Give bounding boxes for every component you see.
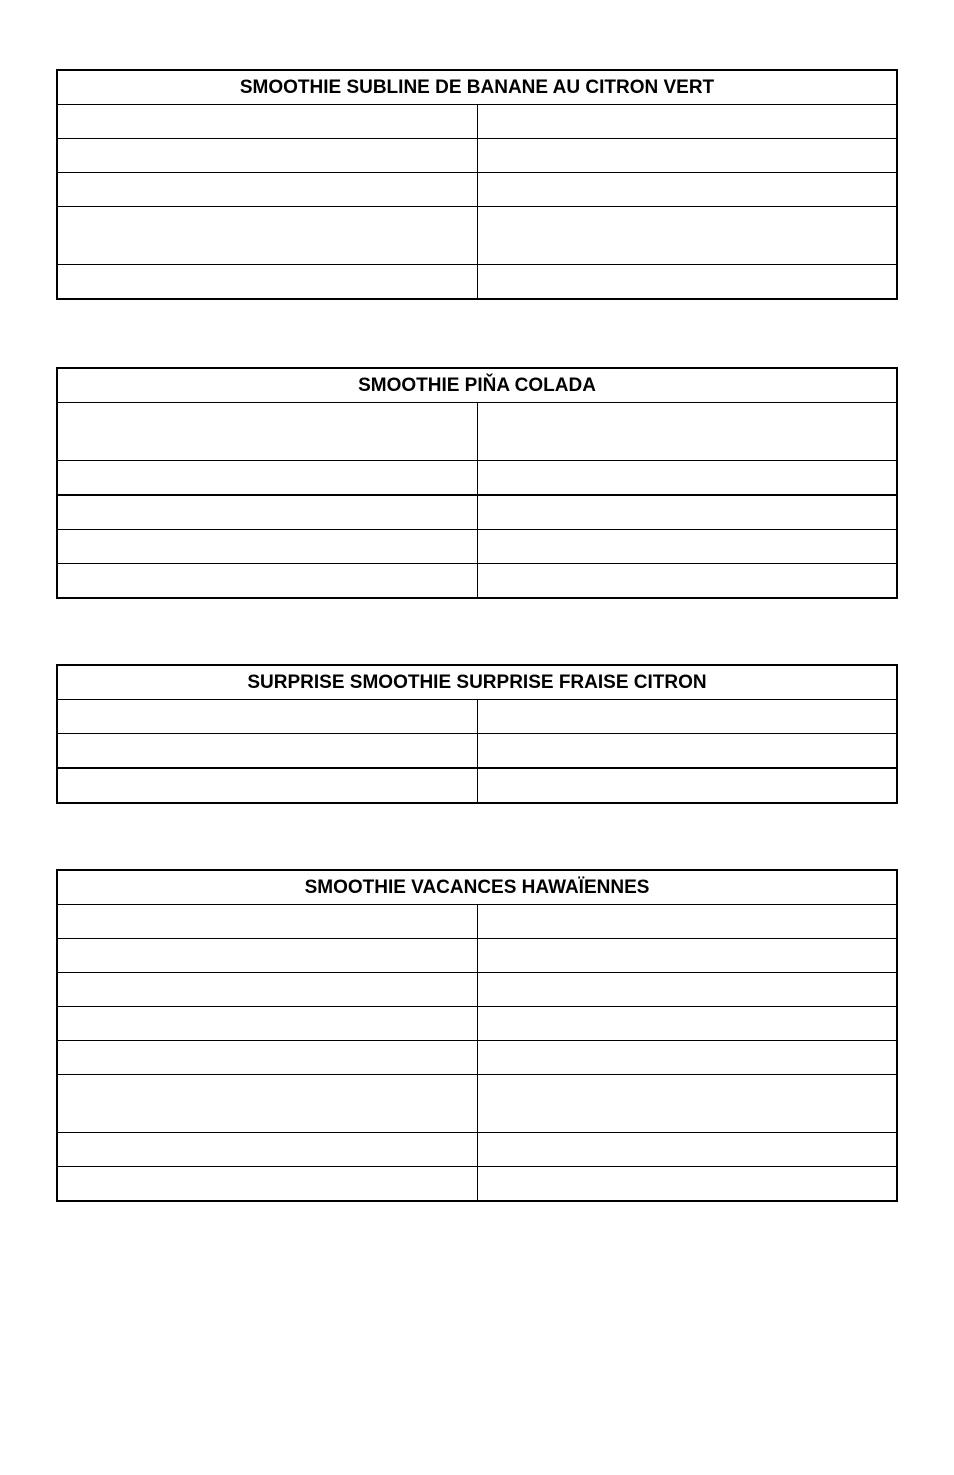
table-row <box>57 905 897 939</box>
recipe-table-fraise-citron <box>56 664 898 804</box>
table-cell-value <box>477 905 897 939</box>
table-cell-label <box>57 265 477 300</box>
table-title: SURPRISE SMOOTHIE SURPRISE FRAISE CITRON <box>57 665 897 700</box>
table-row <box>57 403 897 461</box>
table-cell-value <box>477 265 897 300</box>
table-cell-value <box>477 105 897 139</box>
table-cell-value <box>477 207 897 265</box>
table-cell-label <box>57 1133 477 1167</box>
table-cell-label <box>57 1167 477 1202</box>
table-row <box>57 173 897 207</box>
table-title: SMOOTHIE VACANCES HAWAÏENNES <box>57 870 897 905</box>
table-row <box>57 1075 897 1133</box>
table-cell-label <box>57 495 477 530</box>
recipe-table-banane-citron-vert <box>56 69 898 300</box>
table-row <box>57 1133 897 1167</box>
table-cell-label <box>57 939 477 973</box>
table-cell-label <box>57 530 477 564</box>
table-cell-value <box>477 1007 897 1041</box>
table-cell-label <box>57 105 477 139</box>
table-header-row <box>57 665 897 700</box>
table-row <box>57 1007 897 1041</box>
table-header-row <box>57 368 897 403</box>
table-cell-label <box>57 564 477 599</box>
table-row <box>57 973 897 1007</box>
table-row <box>57 1041 897 1075</box>
table-cell-value <box>477 700 897 734</box>
table-cell-label <box>57 734 477 769</box>
table-cell-value <box>477 939 897 973</box>
table-cell-value <box>477 495 897 530</box>
table-cell-value <box>477 173 897 207</box>
table-cell-value <box>477 564 897 599</box>
table-cell-label <box>57 973 477 1007</box>
table-cell-value <box>477 530 897 564</box>
table-cell-label <box>57 700 477 734</box>
table-row <box>57 461 897 496</box>
table-row <box>57 564 897 599</box>
table-header-row <box>57 70 897 105</box>
table-cell-label <box>57 905 477 939</box>
table-cell-value <box>477 973 897 1007</box>
table-cell-label <box>57 1007 477 1041</box>
table-title: SMOOTHIE SUBLINE DE BANANE AU CITRON VERT <box>57 70 897 105</box>
table-cell-label <box>57 1041 477 1075</box>
table-row <box>57 495 897 530</box>
recipe-table-vacances-hawaiennes <box>56 869 898 1202</box>
table-cell-value <box>477 403 897 461</box>
table-cell-value <box>477 461 897 496</box>
table-row <box>57 265 897 300</box>
table-cell-label <box>57 461 477 496</box>
table-row <box>57 1167 897 1202</box>
table-cell-label <box>57 207 477 265</box>
table-cell-label <box>57 139 477 173</box>
table-title: SMOOTHIE PIŇA COLADA <box>57 368 897 403</box>
table-cell-label <box>57 173 477 207</box>
table-header-row <box>57 870 897 905</box>
table-row <box>57 939 897 973</box>
table-cell-value <box>477 1041 897 1075</box>
table-cell-label <box>57 403 477 461</box>
table-cell-label <box>57 1075 477 1133</box>
table-cell-label <box>57 768 477 803</box>
table-row <box>57 105 897 139</box>
table-row <box>57 768 897 803</box>
table-row <box>57 139 897 173</box>
table-row <box>57 530 897 564</box>
table-cell-value <box>477 139 897 173</box>
table-cell-value <box>477 1133 897 1167</box>
table-cell-value <box>477 1075 897 1133</box>
table-row <box>57 207 897 265</box>
table-cell-value <box>477 734 897 769</box>
recipe-table-pina-colada <box>56 367 898 599</box>
table-row <box>57 734 897 769</box>
table-row <box>57 700 897 734</box>
table-cell-value <box>477 1167 897 1202</box>
table-cell-value <box>477 768 897 803</box>
